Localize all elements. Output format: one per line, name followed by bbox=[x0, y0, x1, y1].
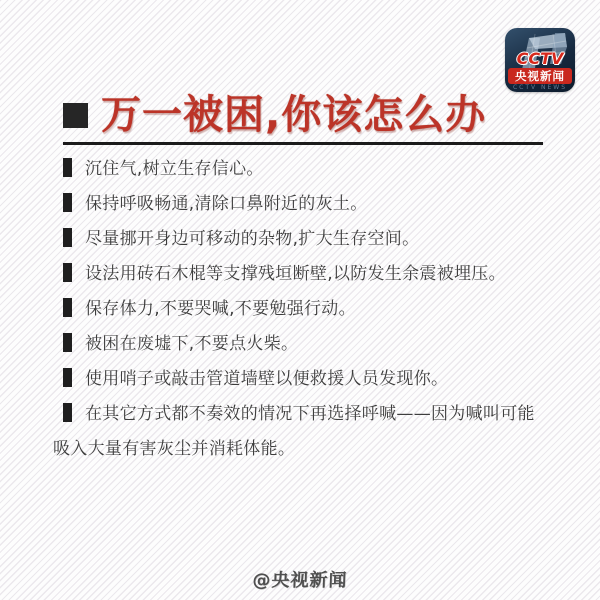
bullet-bar-icon bbox=[63, 403, 72, 422]
list-item-text: 尽量挪开身边可移动的杂物,扩大生存空间。 bbox=[85, 229, 420, 249]
cctv-news-logo bbox=[505, 28, 575, 92]
logo-red-band bbox=[508, 68, 572, 84]
list-item bbox=[53, 222, 550, 257]
list-item-text: 在其它方式都不奏效的情况下再选择呼喊——因为喊叫可能吸入大量有害灰尘并消耗体能。 bbox=[53, 404, 535, 459]
bullet-bar-icon bbox=[63, 228, 72, 247]
tips-list bbox=[53, 152, 550, 467]
list-item bbox=[53, 327, 550, 362]
title-underline bbox=[63, 142, 543, 145]
list-item-text: 被困在废墟下,不要点火柴。 bbox=[85, 334, 299, 354]
logo-name-text: 央视新闻 bbox=[515, 69, 565, 83]
title-row bbox=[63, 93, 486, 137]
bullet-bar-icon bbox=[63, 298, 72, 317]
page-title: 万一被困,你该怎么办 bbox=[101, 92, 487, 138]
list-item-text: 沉住气,树立生存信心。 bbox=[85, 159, 264, 179]
logo-faint-text: CCTV NEWS bbox=[512, 84, 568, 91]
list-item bbox=[53, 257, 550, 292]
list-item-text: 保持呼吸畅通,清除口鼻附近的灰土。 bbox=[85, 194, 368, 214]
watermark: @央视新闻 bbox=[252, 570, 348, 591]
bullet-bar-icon bbox=[63, 158, 72, 177]
list-item bbox=[53, 187, 550, 222]
list-item-text: 保存体力,不要哭喊,不要勉强行动。 bbox=[85, 299, 356, 319]
bullet-bar-icon bbox=[63, 263, 72, 282]
bullet-bar-icon bbox=[63, 193, 72, 212]
list-item bbox=[53, 397, 550, 467]
list-item bbox=[53, 362, 550, 397]
list-item-text: 使用哨子或敲击管道墙壁以便救援人员发现你。 bbox=[85, 369, 449, 389]
title-square-icon bbox=[63, 103, 88, 128]
list-item-text: 设法用砖石木棍等支撑残垣断壁,以防发生余震被埋压。 bbox=[85, 264, 506, 284]
list-item bbox=[53, 152, 550, 187]
bullet-bar-icon bbox=[63, 333, 72, 352]
list-item bbox=[53, 292, 550, 327]
logo-cctv-text: CCTV bbox=[516, 49, 564, 68]
bullet-bar-icon bbox=[63, 368, 72, 387]
